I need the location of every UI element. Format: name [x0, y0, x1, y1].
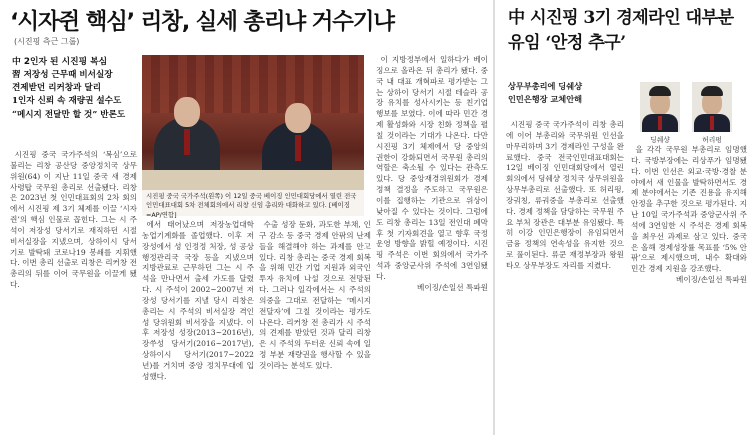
mugshot-tie	[710, 116, 714, 130]
sub-line: 인민은행장 교체안해	[508, 94, 583, 105]
mugshot-name-1: 딩쉐샹	[650, 136, 670, 144]
left-column-4	[376, 55, 488, 435]
left-column-3	[259, 220, 371, 435]
caption-text: 시진핑 중국 국가주석(왼쪽) 이 12일 중국 베이징 인민대회당에서 열린 전국인민대표대회 5차 전체회의에서 리창 신임 총리와 대화하고 있다.	[146, 192, 357, 210]
reporter-credit: 베이징/손일선 특파원	[676, 275, 747, 285]
body-paragraph: 시진핑 중국 국가주석이 리창 총리에 이어 부총리와 국무위원 인선을 마무리하며 3기 경제라인 구성을 완료했다. 중국 전국인민대표대회는 12일 베이징 인민대회당에서 열린 회의에서 딩쉐샹 정치국 상무위원을 상무부총리로 선출했다. 또 허리펑, 장궈칭, 류궈중을 부총리로 선출했다. 경제 정책을 담당하는 국무원 주요 부처 장관은 대부분 유임됐다. 특히 이강 인민은행장이 유임되면서 금융 정책의 연속성을 유지한 것으로 풀이된다. 류쿤 재정부장과 왕원타오 상무부장도 자리를 지켰다.	[506, 120, 624, 270]
body-paragraph: 에서 태어났으며 저장농업대학 농업기계화를 졸업했다. 이후 저장성에서 성 인정정 처장, 성 공상행정관리국 국장 등을 지냈으며 지방관료로 근무하던 그는 시 주석을 만나면서 출세 가도를 달렸다. 시 주석이 2002~2007년 저장성 당서기를 지낼 당시 리창은 총리는 시 주석의 비서실장 격인 성 당위원회 비서장을 지냈다. 이후 저장성 성장(2013~2016년), 장쑤성 당서기(2016~2017년), 상하이시 당서기(2017~2022년)를 거치며 중앙 정치무대에 입성했다.	[142, 220, 254, 381]
sub-line: 상무부총리에 딩쉐샹	[508, 81, 583, 91]
left-column-1	[10, 150, 137, 435]
kicker-line: 견제받던 리커창과 달리	[12, 83, 101, 94]
right-headline: 中 시진핑 3기 경제라인 대부분 유임 ‘안정 추구’	[508, 8, 734, 53]
column-divider	[493, 0, 495, 435]
left-byline: (시진핑 측근 그룹)	[14, 37, 80, 46]
kicker-line: 習 저장성 근무때 비서실장	[12, 70, 113, 81]
mugshot-photo-1	[640, 82, 680, 132]
mugshot-photo-2	[692, 82, 732, 132]
photo-face-left	[174, 97, 200, 127]
right-column-2	[631, 145, 747, 435]
kicker-line: “메시지 전달만 할 것” 반론도	[12, 109, 126, 120]
mugshot-name-2: 허리펑	[702, 136, 722, 144]
body-paragraph: 이 지방정부에서 일하다가 베이징으로 올라온 뒤 총리가 됐다. 중국 내 대표 개혁파로 평가받는 그는 상하이 당서기 시절 테슬라 공장 유치를 성사시키는 등 친기업 행보를 보였다. 이에 따라 민간 경제 활성화와 시장 친화 정책을 펼칠 것이라는 기대가 나온다. 다만 시진핑 3기 체제에서 당 중앙의 권한이 강화되면서 국무원 총리의 역할은 축소될 수 있다는 관측도 있다. 당 중앙재경위원회가 경제 정책 결정을 주도하고 국무원은 이를 집행하는 기관으로 위상이 낮아질 수 있다는 것이다. 그럼에도 리창 총리는 13일 전인대 폐막 후 첫 기자회견을 열고 향후 국정 운영 방향을 밝힐 예정이다. 시진핑 주석은 이번 회의에서 국가주석과 중앙군사위 주석에 3연임됐다.	[376, 55, 488, 281]
photo-caption	[146, 192, 360, 220]
left-headline: ‘시자쥔 핵심’ 리창, 실세 총리냐 거수기냐	[10, 9, 394, 35]
mugshot-hair	[649, 86, 671, 96]
photo-tie-left	[184, 129, 190, 155]
right-column-1	[506, 120, 624, 435]
left-kicker	[12, 56, 142, 122]
kicker-lead: 中 2인자 된 시진핑 복심	[12, 57, 108, 67]
right-subheadline	[508, 80, 628, 106]
kicker-line: 1인자 신뢰 속 재량권 설수도	[12, 96, 122, 107]
left-column-2	[142, 220, 254, 435]
mugshot-hair	[701, 86, 723, 96]
photo-tie-right	[295, 135, 301, 161]
reporter-credit: 베이징/손일선 특파원	[417, 282, 488, 292]
mugshot-tie	[658, 116, 662, 130]
body-paragraph: 을 각각 국무원 부총리로 임명했다. 국방부장에는 리상푸가 임명됐다. 이번 인선은 외교·국방·경찰 분야에서 새 인물을 발탁하면서도 경제 분야에서는 기존 진용을 유지해 안정을 추구한 것으로 평가된다. 지난 10일 국가주석과 중앙군사위 주석에 3연임한 시 주석은 경제 회복을 최우선 과제로 삼고 있다. 중국은 올해 경제성장률 목표를 ‘5% 안팎’으로 제시했으며, 내수 확대와 민간 경제 지원을 강조했다.	[631, 145, 747, 274]
body-paragraph: 시진핑 중국 국가주석의 ‘복심’으로 불리는 리창 공산당 중앙정치국 상무위원(64) 이 지난 11일 중국 새 경제 사령탑 국무원 총리로 선출됐다. 리창은 2023년 첫 인민대표회의 2차 회의에서 시진핑 제 3기 체제를 이끌 ‘시자쥔’의 핵심 인물로 꼽힌다. 그는 시 주석이 저장성 당서기로 재직하던 시절 비서실장을 지냈으며, 상하이시 당서기로 발탁돼 코로나19 봉쇄를 지휘했다. 이번 총리 선출로 리창은 리커창 전 총리의 뒤를 이어 국무원을 이끌게 됐다.	[10, 150, 137, 290]
photo-credit: [베이징=AP/연합]	[146, 201, 350, 219]
body-paragraph: 수출 성장 둔화, 과도한 부채, 인구 감소 등 중국 경제 안팎의 난제들을 해결해야 하는 과제를 안고 있다. 리창 총리는 중국 경제 회복을 위해 민간 기업 지원과 외국인 투자 유치에 나설 것으로 전망된다. 그러나 일각에서는 시 주석의 의중을 그대로 전달하는 ‘메시지 전달자’에 그칠 것이라는 평가도 나온다. 리커창 전 총리가 시 주석의 견제를 받았던 것과 달리 리창은 시 주석의 두터운 신뢰 속에 일정 부분 재량권을 행사할 수 있을 것이라는 분석도 있다.	[259, 220, 371, 370]
photo-face-right	[285, 103, 311, 133]
